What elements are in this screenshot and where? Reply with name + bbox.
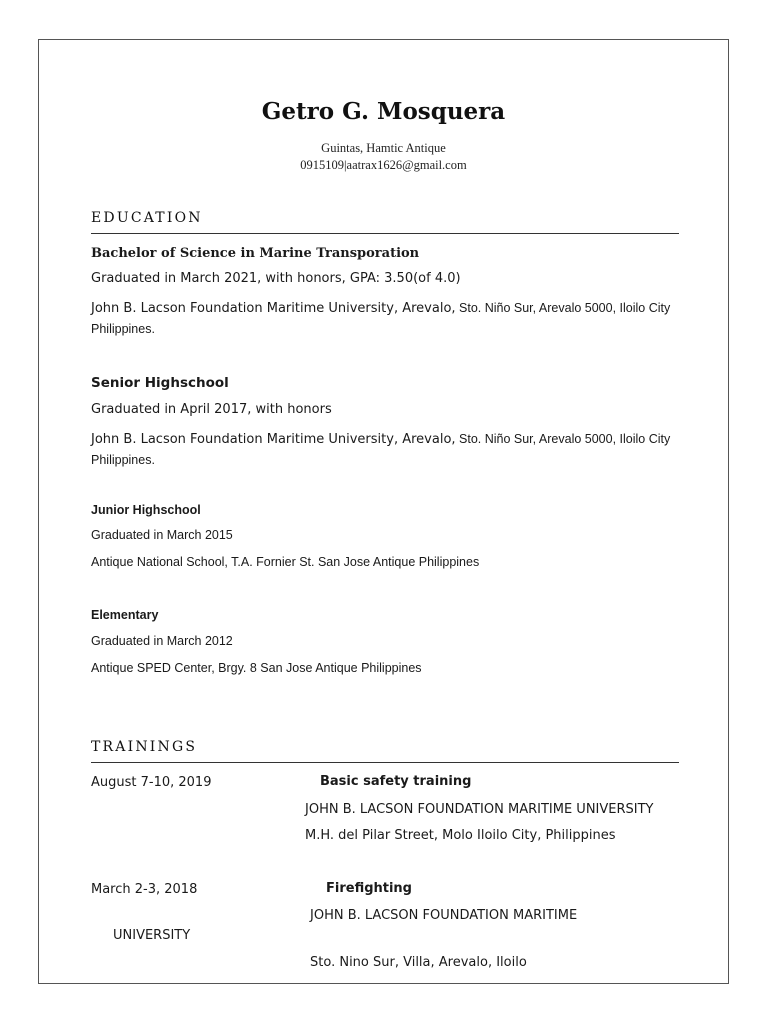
education-school-address xyxy=(91,428,681,470)
applicant-contact: 0915109|aatrax1626@gmail.com xyxy=(300,158,467,172)
training-date: August 7-10, 2019 xyxy=(91,775,212,790)
trainings-heading: TRAININGS xyxy=(91,739,679,763)
education-title: Senior Highschool xyxy=(91,375,229,391)
education-school: John B. Lacson Foundation Maritime University, Arevalo, xyxy=(91,432,456,447)
applicant-address: Guintas, Hamtic Antique xyxy=(321,141,446,155)
education-title: Bachelor of Science in Marine Transporation xyxy=(91,246,420,261)
applicant-name: Getro G. Mosquera xyxy=(261,98,506,125)
training-title: Firefighting xyxy=(326,881,412,896)
education-title: Elementary xyxy=(91,608,159,622)
education-detail: Graduated in April 2017, with honors xyxy=(91,402,332,417)
training-title: Basic safety training xyxy=(320,774,472,789)
education-school: John B. Lacson Foundation Maritime University, Arevalo, xyxy=(91,301,456,316)
education-heading: EDUCATION xyxy=(91,210,679,234)
education-detail: Graduated in March 2015 xyxy=(91,528,233,542)
education-address: Sto. Niño Sur, Arevalo 5000, Iloilo City Philippines. xyxy=(91,432,671,467)
training-org: JOHN B. LACSON FOUNDATION MARITIME UNIVERSITY xyxy=(305,802,654,817)
training-address: Sto. Nino Sur, Villa, Arevalo, Iloilo xyxy=(310,955,527,970)
education-school-address xyxy=(91,297,681,339)
resume-page xyxy=(38,39,729,984)
education-detail: Graduated in March 2012 xyxy=(91,634,233,648)
training-date: March 2-3, 2018 xyxy=(91,882,198,897)
education-address: Sto. Niño Sur, Arevalo 5000, Iloilo City Philippines. xyxy=(91,301,671,336)
training-address: M.H. del Pilar Street, Molo Iloilo City, Philippines xyxy=(305,828,616,843)
education-school: Antique National School, T.A. Fornier St. San Jose Antique Philippines xyxy=(91,555,480,569)
training-org: JOHN B. LACSON FOUNDATION MARITIME xyxy=(310,908,578,923)
education-school: Antique SPED Center, Brgy. 8 San Jose Antique Philippines xyxy=(91,661,422,675)
education-title: Junior Highschool xyxy=(91,503,201,517)
education-detail: Graduated in March 2021, with honors, GPA: 3.50(of 4.0) xyxy=(91,271,461,286)
training-org-continued: UNIVERSITY xyxy=(113,928,191,943)
